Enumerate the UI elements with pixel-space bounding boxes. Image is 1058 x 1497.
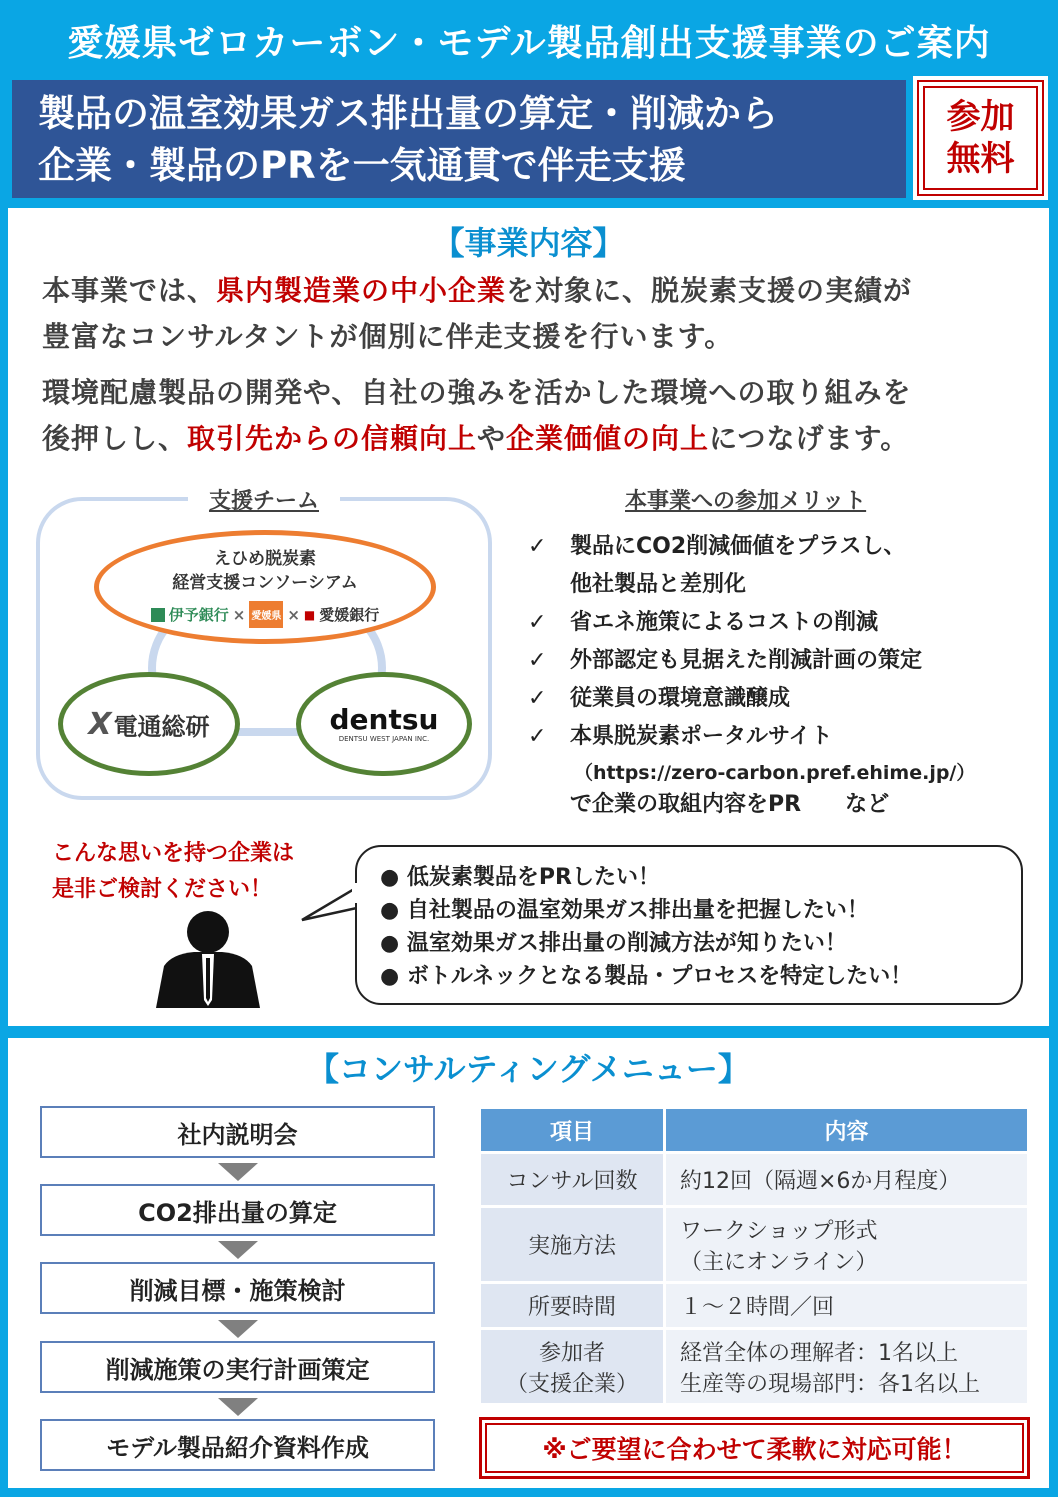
merit-text: 省エネ施策によるコストの削減	[570, 610, 879, 635]
merit-item	[528, 718, 832, 756]
p2-line-1: 環境配慮製品の開発や、自社の強みを活かした環境への取り組みを	[42, 376, 912, 409]
merit-item: で企業の取組内容をPR など	[570, 792, 890, 817]
flexible-note	[479, 1417, 1030, 1479]
check-icon: ✓	[528, 534, 547, 559]
row-value-text: ワークショップ形式	[680, 1218, 878, 1244]
down-arrow-icon	[218, 1320, 258, 1338]
merit-item	[528, 642, 922, 680]
row-value-text: １～２時間／回	[680, 1295, 835, 1320]
row-key-text-2: （支援企業）	[505, 1371, 638, 1397]
partner-1-label: 電通総研	[113, 712, 210, 741]
p2-text-a: 後押しし、	[42, 422, 188, 455]
check-icon: ✓	[528, 610, 547, 635]
logo-ehime-bank: 愛媛銀行	[319, 606, 380, 624]
menu-table	[478, 1106, 1030, 1406]
wish-item	[380, 959, 912, 990]
dentsu-soken-logo-icon: X	[88, 706, 112, 742]
business-section-title: 【事業内容】	[432, 224, 625, 262]
flexible-note-text: ※ご要望に合わせて柔軟に対応可能！	[485, 1423, 1024, 1473]
business-paragraph-1	[42, 268, 1022, 360]
wish-item	[380, 926, 847, 957]
times-sign: ×	[232, 605, 246, 624]
merit-text: 製品にCO2削減価値をプラスし、	[570, 534, 906, 559]
p1-line-2: 豊富なコンサルタントが個別に伴走支援を行います。	[42, 320, 734, 353]
merit-text: 外部認定も見据えた削減計画の策定	[570, 648, 923, 673]
down-arrow-icon	[218, 1163, 258, 1181]
callout-line-2: 是非ご検討ください！	[52, 877, 273, 902]
consortium-ellipse	[94, 530, 436, 644]
row-value	[665, 1207, 1029, 1283]
row-key-text: 実施方法	[527, 1234, 616, 1259]
down-arrow-icon	[218, 1398, 258, 1416]
merit-text: 従業員の環境意識醸成	[570, 686, 791, 711]
partner-dentsu-soken	[58, 672, 240, 776]
table-row	[480, 1329, 1029, 1405]
p2-highlight-1: 取引先からの信頼向上	[187, 422, 478, 455]
merit-text: 本県脱炭素ポータルサイト	[570, 724, 833, 749]
page-title: 愛媛県ゼロカーボン・モデル製品創出支援事業のご案内	[67, 22, 991, 64]
p1-text-b: を対象に、脱炭素支援の実績が	[506, 274, 913, 307]
menu-step: CO2排出量の算定	[40, 1184, 435, 1236]
free-badge	[917, 80, 1044, 196]
row-key-text: 所要時間	[527, 1295, 616, 1320]
p1-text-a: 本事業では、	[42, 274, 217, 307]
down-arrow-icon	[218, 1241, 258, 1259]
table-row	[480, 1283, 1029, 1329]
header-item: 項目	[480, 1108, 665, 1153]
row-key-text: 参加者	[538, 1340, 605, 1366]
row-value-text: 約12回（隔週×6か月程度）	[680, 1169, 961, 1194]
partner-2-label: dentsu	[329, 703, 439, 736]
merits-title: 本事業への参加メリット	[625, 489, 867, 514]
badge-line-2: 無料	[946, 139, 1015, 179]
row-value	[665, 1329, 1029, 1405]
row-value-text-2: （主にオンライン）	[680, 1249, 878, 1275]
row-key	[480, 1329, 665, 1405]
consortium-line-1: えひめ脱炭素	[214, 549, 316, 569]
row-key	[480, 1153, 665, 1207]
times-sign-2: ×	[287, 605, 300, 624]
row-value	[665, 1153, 1029, 1207]
menu-step: 社内説明会	[40, 1106, 435, 1158]
row-key	[480, 1283, 665, 1329]
iyo-bank-logo-icon	[151, 608, 165, 622]
support-team-label: 支援チーム	[188, 484, 340, 514]
p2-highlight-2: 企業価値の向上	[506, 422, 710, 455]
wish-item	[380, 893, 869, 924]
wish-text: 自社製品の温室効果ガス排出量を把握したい！	[406, 898, 869, 923]
merit-item	[528, 566, 746, 604]
wish-text: 低炭素製品をPRしたい！	[406, 865, 660, 890]
check-icon: ✓	[528, 686, 547, 711]
bubble-tail-cover	[352, 880, 362, 910]
row-value-text-2: 生産等の現場部門：各1名以上	[680, 1371, 980, 1397]
bullet-icon: ●	[380, 931, 400, 956]
consortium-line-2: 経営支援コンソーシアム	[172, 573, 358, 593]
ehime-bank-logo-icon: ■	[303, 607, 316, 622]
bullet-icon: ●	[380, 865, 400, 890]
partner-2-sub: DENTSU WEST JAPAN INC.	[338, 735, 430, 743]
row-value	[665, 1283, 1029, 1329]
table-header-row	[480, 1108, 1029, 1153]
wish-item	[380, 860, 660, 891]
wish-text: ボトルネックとなる製品・プロセスを特定したい！	[406, 964, 913, 989]
logo-iyo-bank: 伊予銀行	[168, 606, 229, 624]
p1-highlight: 県内製造業の中小企業	[216, 274, 507, 307]
logo-ehime-pref: 愛媛県	[249, 601, 283, 628]
bullet-icon: ●	[380, 964, 400, 989]
row-key-text: コンサル回数	[506, 1169, 638, 1194]
menu-step: 削減目標・施策検討	[40, 1262, 435, 1314]
menu-step: モデル製品紹介資料作成	[40, 1419, 435, 1471]
row-value-text: 経営全体の理解者：1名以上	[680, 1340, 958, 1366]
badge-line-1: 参加	[946, 97, 1015, 137]
table-row	[480, 1153, 1029, 1207]
merit-item	[528, 680, 790, 718]
p2-text-c: につなげます。	[709, 422, 910, 455]
row-key	[480, 1207, 665, 1283]
wish-text: 温室効果ガス排出量の削減方法が知りたい！	[406, 931, 847, 956]
subtitle-line-1: 製品の温室効果ガス排出量の算定・削減から	[38, 92, 778, 135]
menu-step: 削減施策の実行計画策定	[40, 1341, 435, 1393]
subtitle-banner	[12, 80, 906, 198]
table-row	[480, 1207, 1029, 1283]
partner-dentsu	[296, 672, 472, 776]
menu-section-title: 【コンサルティングメニュー】	[307, 1050, 750, 1088]
check-icon: ✓	[528, 724, 547, 749]
portal-url: （https://zero-carbon.pref.ehime.jp/）	[574, 762, 976, 784]
callout-line-1: こんな思いを持つ企業は	[52, 841, 295, 866]
merit-item	[528, 604, 878, 642]
subtitle-line-2: 企業・製品のPRを一気通貫で伴走支援	[38, 144, 686, 187]
business-paragraph-2	[42, 370, 1022, 462]
check-icon: ✓	[528, 648, 547, 673]
p2-text-b: や	[477, 422, 507, 455]
header-content: 内容	[665, 1108, 1029, 1153]
merit-text: 他社製品と差別化	[570, 572, 747, 597]
merit-item	[528, 528, 906, 566]
bullet-icon: ●	[380, 898, 400, 923]
